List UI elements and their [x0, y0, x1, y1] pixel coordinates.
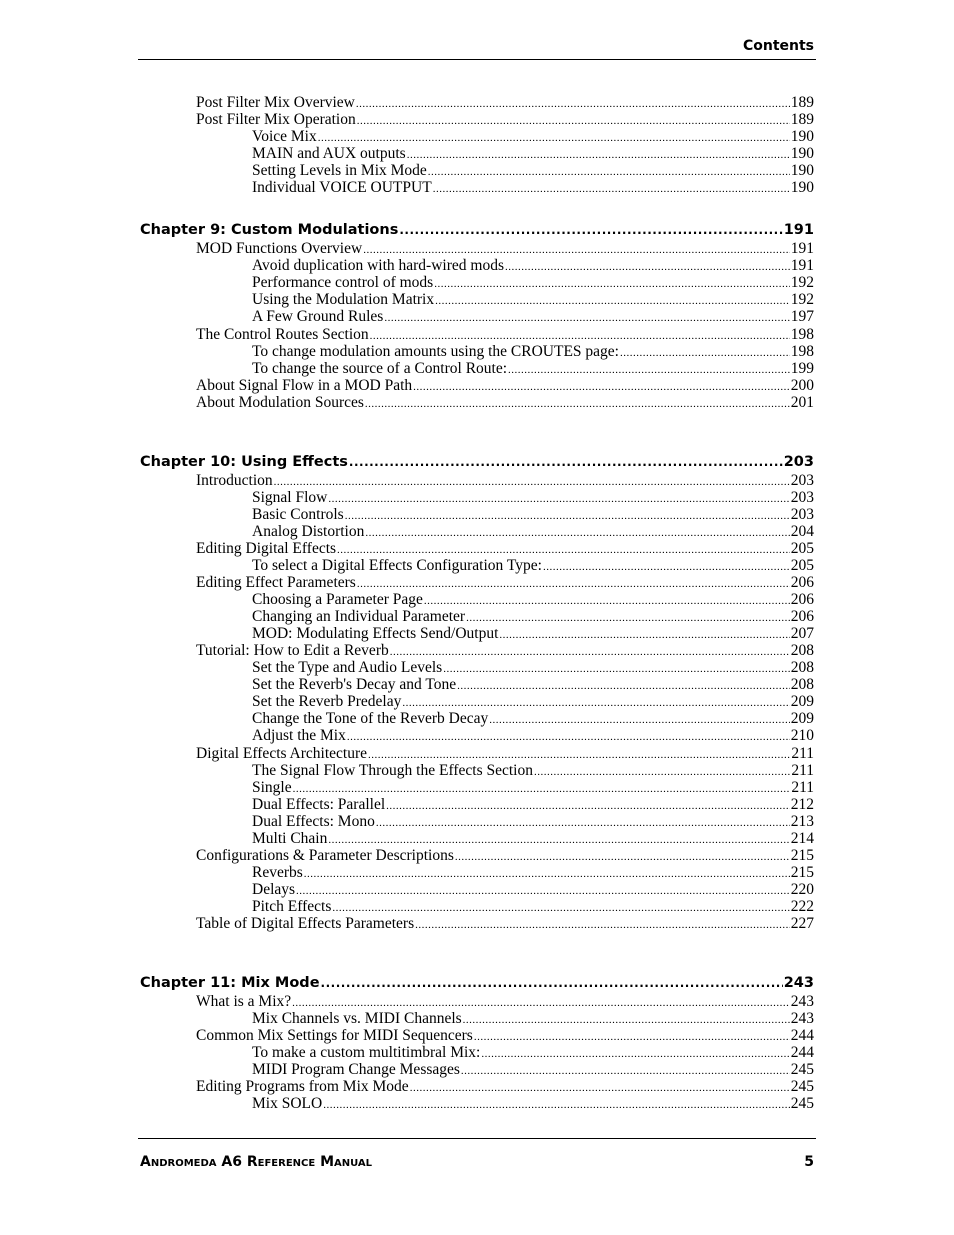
dot-leader [390, 644, 790, 661]
entry-page-number: 190 [790, 145, 814, 163]
toc-entry[interactable] [140, 727, 814, 744]
entry-label: To change the source of a Control Route: [252, 359, 508, 377]
entry-label: Single [252, 778, 292, 796]
entry-label: Using the Modulation Matrix [252, 291, 435, 309]
entry-page-number: 244 [790, 1044, 814, 1062]
dot-leader [463, 1012, 790, 1029]
dot-leader [505, 259, 790, 276]
dot-leader [481, 1046, 789, 1063]
entry-page-number: 227 [790, 914, 814, 932]
toc-entry[interactable] [140, 1027, 814, 1044]
entry-page-number: 206 [790, 574, 814, 592]
entry-label: Voice Mix [252, 128, 317, 146]
entry-label: The Signal Flow Through the Effects Section [252, 761, 533, 779]
chapter-title: Chapter 10: Using Effects [140, 453, 348, 470]
entry-label: Individual VOICE OUTPUT [252, 179, 432, 197]
chapter-title: Chapter 9: Custom Modulations [140, 222, 399, 239]
toc-entry[interactable] [140, 179, 814, 196]
entry-page-number: 245 [790, 1061, 814, 1079]
entry-page-number: 208 [790, 659, 814, 677]
chapter-heading[interactable] [140, 454, 814, 472]
entry-label: MOD: Modulating Effects Send/Output [252, 625, 499, 643]
entry-label: Delays [252, 880, 296, 898]
toc-entry[interactable] [140, 1010, 814, 1027]
dot-leader [534, 764, 790, 781]
toc-entry[interactable] [140, 745, 814, 762]
dot-leader [410, 1080, 790, 1097]
entry-page-number: 205 [790, 539, 814, 557]
dot-leader [489, 712, 790, 729]
toc-entry[interactable] [140, 813, 814, 830]
entry-label: About Modulation Sources [196, 393, 364, 411]
toc-entry[interactable] [140, 291, 814, 308]
dot-leader [345, 508, 790, 525]
entry-page-number: 208 [790, 642, 814, 660]
entry-label: Choosing a Parameter Page [252, 591, 423, 609]
entry-page-number: 213 [790, 812, 814, 830]
dot-leader [413, 379, 790, 396]
toc-entry[interactable] [140, 257, 814, 274]
dot-leader [428, 164, 790, 181]
entry-page-number: 245 [790, 1078, 814, 1096]
toc-entry[interactable] [140, 898, 814, 915]
dot-leader [347, 729, 790, 746]
toc-entry[interactable] [140, 762, 814, 779]
toc-entry[interactable] [140, 915, 814, 932]
dot-leader [365, 396, 790, 413]
dot-leader [466, 610, 790, 627]
entry-page-number: 204 [790, 522, 814, 540]
toc-entry[interactable] [140, 489, 814, 506]
entry-page-number: 197 [790, 308, 814, 326]
entry-page-number: 209 [790, 710, 814, 728]
entry-label: Digital Effects Architecture [196, 744, 368, 762]
entry-page-number: 209 [790, 693, 814, 711]
toc-entry[interactable] [140, 1078, 814, 1095]
dot-leader [304, 866, 790, 883]
toc-entry[interactable] [140, 111, 814, 128]
dot-leader [321, 975, 783, 992]
entry-page-number: 206 [790, 608, 814, 626]
dot-leader [323, 1097, 790, 1114]
entry-page-number: 214 [790, 829, 814, 847]
dot-leader [508, 362, 790, 379]
entry-label: Adjust the Mix [252, 727, 346, 745]
dot-leader [457, 678, 790, 695]
entry-page-number: 245 [790, 1095, 814, 1113]
dot-leader [424, 593, 790, 610]
entry-page-number: 212 [790, 795, 814, 813]
toc-entry[interactable] [140, 308, 814, 325]
header-title: Contents [742, 38, 814, 54]
entry-label: Set the Reverb's Decay and Tone [252, 676, 457, 694]
entry-page-number: 215 [790, 863, 814, 881]
toc-entry[interactable] [140, 360, 814, 377]
entry-label: Editing Effect Parameters [196, 574, 356, 592]
entry-page-number: 206 [790, 591, 814, 609]
dot-leader [543, 559, 790, 576]
toc-entry[interactable] [140, 343, 814, 360]
entry-label: The Control Routes Section [196, 325, 369, 343]
entry-label: Basic Controls [252, 505, 344, 523]
dot-leader [434, 276, 790, 293]
entry-label: Dual Effects: Mono [252, 812, 375, 830]
dot-leader [365, 525, 789, 542]
toc-entry[interactable] [140, 557, 814, 574]
entry-page-number: 203 [790, 505, 814, 523]
entry-page-number: 192 [790, 274, 814, 292]
dot-leader [274, 474, 790, 491]
entry-page-number: 198 [790, 342, 814, 360]
entry-label: Pitch Effects [252, 897, 332, 915]
dot-leader [443, 661, 790, 678]
page-footer [138, 1138, 816, 1170]
entry-page-number: 211 [791, 761, 814, 779]
entry-page-number: 203 [790, 488, 814, 506]
entry-page-number: 203 [790, 471, 814, 489]
toc-entry[interactable] [140, 676, 814, 693]
entry-page-number: 190 [790, 128, 814, 146]
entry-label: MIDI Program Change Messages [252, 1061, 460, 1079]
toc-entry[interactable] [140, 394, 814, 411]
dot-leader [433, 181, 790, 198]
chapter-page-number: 243 [783, 975, 814, 992]
entry-label: Tutorial: How to Edit a Reverb [196, 642, 389, 660]
entry-page-number: 222 [790, 897, 814, 915]
entry-page-number: 191 [790, 257, 814, 275]
toc-entry[interactable] [140, 540, 814, 557]
dot-leader [461, 1063, 790, 1080]
entry-page-number: 215 [790, 846, 814, 864]
entry-label: Common Mix Settings for MIDI Sequencers [196, 1027, 473, 1045]
entry-page-number: 207 [790, 625, 814, 643]
entry-label: A Few Ground Rules [252, 308, 384, 326]
entry-page-number: 198 [790, 325, 814, 343]
chapter-heading[interactable] [140, 222, 814, 240]
toc-entry[interactable] [140, 642, 814, 659]
dot-leader [356, 96, 790, 113]
entry-page-number: 190 [790, 179, 814, 197]
toc-entry[interactable] [140, 779, 814, 796]
toc-entry[interactable] [140, 993, 814, 1010]
toc-entry[interactable] [140, 847, 814, 864]
entry-label: Setting Levels in Mix Mode [252, 162, 427, 180]
entry-page-number: 191 [790, 240, 814, 258]
toc-entry[interactable] [140, 162, 814, 179]
toc-entry[interactable] [140, 240, 814, 257]
chapter-page-number: 203 [783, 453, 814, 470]
entry-page-number: 208 [790, 676, 814, 694]
toc-entry[interactable] [140, 472, 814, 489]
footer-page-number: 5 [804, 1154, 814, 1170]
dot-leader [499, 627, 789, 644]
toc-entry[interactable] [140, 506, 814, 523]
entry-label: Avoid duplication with hard-wired mods [252, 257, 504, 275]
entry-page-number: 189 [790, 111, 814, 129]
dot-leader [384, 310, 789, 327]
dot-leader [455, 849, 790, 866]
dot-leader [620, 345, 790, 362]
toc-entry[interactable] [140, 881, 814, 898]
dot-leader [376, 815, 790, 832]
toc-entry[interactable] [140, 608, 814, 625]
entry-page-number: 220 [790, 880, 814, 898]
entry-label: Editing Programs from Mix Mode [196, 1078, 409, 1096]
entry-page-number: 243 [790, 1010, 814, 1028]
entry-label: Signal Flow [252, 488, 328, 506]
toc-entry[interactable] [140, 128, 814, 145]
entry-label: Set the Reverb Predelay [252, 693, 402, 711]
entry-label: Configurations & Parameter Descriptions [196, 846, 454, 864]
entry-page-number: 243 [790, 993, 814, 1011]
entry-page-number: 192 [790, 291, 814, 309]
toc-entry[interactable] [140, 94, 814, 111]
entry-label: Table of Digital Effects Parameters [196, 914, 415, 932]
toc-entry[interactable] [140, 274, 814, 291]
toc-entry[interactable] [140, 145, 814, 162]
dot-leader [296, 883, 790, 900]
dot-leader [386, 798, 790, 815]
entry-page-number: 201 [790, 393, 814, 411]
entry-page-number: 199 [790, 359, 814, 377]
toc-entry[interactable] [140, 693, 814, 710]
toc-entry[interactable] [140, 1095, 814, 1112]
entry-label: Change the Tone of the Reverb Decay [252, 710, 489, 728]
table-of-contents [140, 94, 814, 1112]
entry-page-number: 190 [790, 162, 814, 180]
entry-label: Multi Chain [252, 829, 328, 847]
footer-manual-title: Andromeda A6 Reference Manual [140, 1154, 373, 1170]
entry-label: Set the Type and Audio Levels [252, 659, 443, 677]
dot-leader [407, 147, 790, 164]
entry-page-number: 210 [790, 727, 814, 745]
toc-entry[interactable] [140, 864, 814, 881]
entry-label: Post Filter Mix Operation [196, 111, 356, 129]
entry-label: What is a Mix? [196, 993, 292, 1011]
chapter-title: Chapter 11: Mix Mode [140, 975, 320, 992]
entry-label: Performance control of mods [252, 274, 434, 292]
entry-label: Mix SOLO [252, 1095, 323, 1113]
entry-page-number: 211 [791, 744, 814, 762]
entry-label: Analog Distortion [252, 522, 365, 540]
toc-entry[interactable] [140, 377, 814, 394]
entry-page-number: 200 [790, 376, 814, 394]
page-header [138, 36, 816, 60]
toc-entry[interactable] [140, 1061, 814, 1078]
dot-leader [435, 293, 790, 310]
toc-entry[interactable] [140, 326, 814, 343]
dot-leader [415, 917, 790, 934]
toc-entry[interactable] [140, 1044, 814, 1061]
entry-label: Dual Effects: Parallel [252, 795, 386, 813]
entry-label: Changing an Individual Parameter [252, 608, 466, 626]
toc-entry[interactable] [140, 523, 814, 540]
dot-leader [474, 1029, 790, 1046]
entry-label: MOD Functions Overview [196, 240, 363, 258]
toc-entry[interactable] [140, 796, 814, 813]
toc-entry[interactable] [140, 830, 814, 847]
entry-label: About Signal Flow in a MOD Path [196, 376, 413, 394]
toc-entry[interactable] [140, 625, 814, 642]
entry-page-number: 205 [790, 556, 814, 574]
entry-page-number: 244 [790, 1027, 814, 1045]
entry-label: To select a Digital Effects Configuration Type: [252, 556, 542, 574]
dot-leader [399, 222, 782, 239]
toc-entry[interactable] [140, 591, 814, 608]
entry-label: To make a custom multitimbral Mix: [252, 1044, 481, 1062]
dot-leader [349, 454, 783, 471]
entry-label: Editing Digital Effects [196, 539, 337, 557]
entry-label: To change modulation amounts using the CROUTES page: [252, 342, 619, 360]
toc-entry[interactable] [140, 659, 814, 676]
dot-leader [328, 491, 789, 508]
toc-entry[interactable] [140, 710, 814, 727]
entry-label: Reverbs [252, 863, 303, 881]
entry-label: Mix Channels vs. MIDI Channels [252, 1010, 462, 1028]
entry-label: Post Filter Mix Overview [196, 94, 355, 111]
chapter-heading[interactable] [140, 975, 814, 993]
entry-label: Introduction [196, 471, 273, 489]
entry-label: MAIN and AUX outputs [252, 145, 406, 163]
toc-entry[interactable] [140, 574, 814, 591]
dot-leader [357, 113, 790, 130]
chapter-page-number: 191 [783, 222, 814, 239]
entry-page-number: 189 [790, 94, 814, 111]
entry-page-number: 211 [791, 778, 814, 796]
